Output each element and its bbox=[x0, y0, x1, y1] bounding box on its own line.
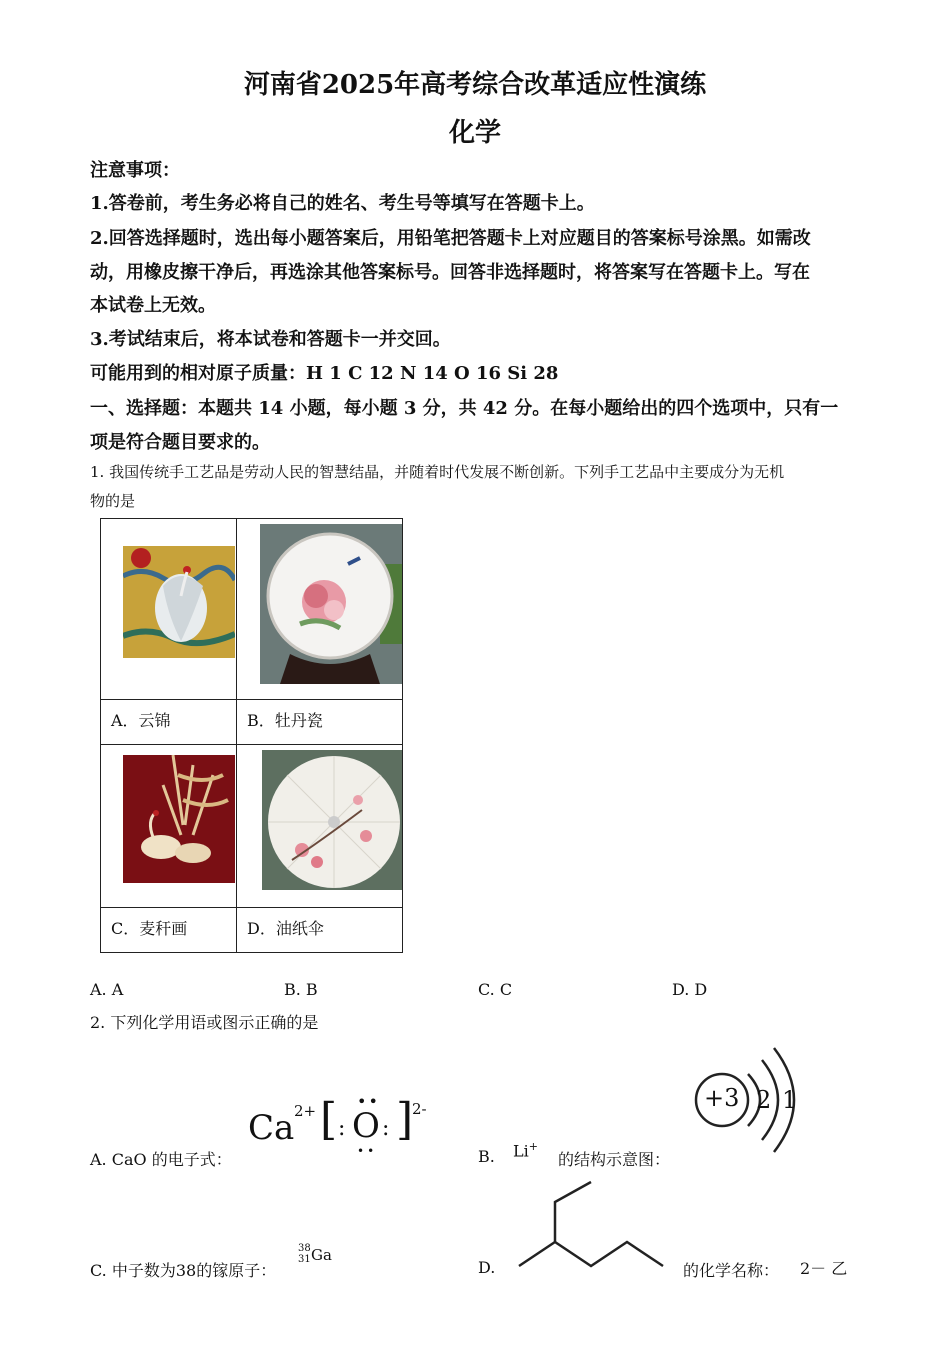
o-charge: 2- bbox=[412, 1100, 427, 1118]
section-heading-line1: 一、选择题：本题共 14 小题，每小题 3 分，共 42 分。在每小题给出的四个选项中，只有一 bbox=[90, 398, 839, 419]
section-heading-line2: 项是符合题目要求的。 bbox=[90, 432, 270, 453]
q2-d-suffix: 的化学名称： bbox=[683, 1261, 780, 1280]
cao-electron-formula bbox=[248, 1094, 438, 1158]
subject-title: 化学 bbox=[448, 118, 501, 148]
q1-option-a[interactable]: A. A bbox=[90, 980, 124, 999]
ga-mass-number: 38 bbox=[298, 1243, 311, 1254]
q2-b-suffix: 的结构示意图： bbox=[558, 1150, 671, 1169]
o-symbol: O bbox=[352, 1106, 380, 1146]
ca-symbol: Ca bbox=[248, 1108, 295, 1148]
q1-option-c[interactable]: C. C bbox=[478, 980, 513, 999]
page-title: 河南省2025年高考综合改革适应性演练 bbox=[243, 70, 707, 100]
q1-image-table bbox=[100, 518, 403, 953]
notice-item-2-line2: 动，用橡皮擦干净后，再选涂其他答案标号。回答非选择题时，将答案写在答题卡上。写在 bbox=[90, 262, 810, 283]
q2-d-name: 2－ 乙 bbox=[800, 1259, 848, 1278]
cell-d-caption: D．油纸伞 bbox=[237, 908, 403, 953]
q2-c-label: C. 中子数为38的镓原子： bbox=[90, 1261, 277, 1280]
o-right-dots: : bbox=[382, 1116, 390, 1141]
q1-stem-line2: 物的是 bbox=[90, 492, 136, 510]
q2-stem: 2. 下列化学用语或图示正确的是 bbox=[90, 1013, 319, 1032]
notice-item-2-line3: 本试卷上无效。 bbox=[90, 295, 216, 316]
notice-heading: 注意事项： bbox=[90, 160, 180, 181]
cell-c-image bbox=[101, 745, 237, 908]
o-top-dots: •• bbox=[357, 1092, 380, 1111]
left-bracket: [ bbox=[320, 1094, 338, 1145]
notice-item-1: 1.答卷前，考生务必将自己的姓名、考生号等填写在答题卡上。 bbox=[90, 193, 595, 214]
peony-porcelain-image bbox=[260, 524, 402, 684]
ca-charge: 2+ bbox=[294, 1102, 317, 1120]
cell-d-image bbox=[237, 745, 403, 908]
li-ion bbox=[513, 1140, 538, 1160]
oil-paper-umbrella-image bbox=[262, 750, 402, 890]
notice-item-2-line1: 2.回答选择题时，选出每小题答案后，用铅笔把答题卡上对应题目的答案标号涂黑。如需改 bbox=[90, 228, 811, 249]
li-symbol: Li bbox=[513, 1141, 529, 1161]
cell-c-caption: C．麦秆画 bbox=[101, 908, 237, 953]
q1-option-d[interactable]: D. D bbox=[672, 980, 708, 999]
skeletal-formula bbox=[515, 1178, 665, 1274]
cell-a-caption: A．云锦 bbox=[101, 700, 237, 745]
q2-a-label: A. CaO 的电子式： bbox=[90, 1150, 232, 1169]
ga-isotope bbox=[298, 1243, 348, 1273]
q1-option-b[interactable]: B. B bbox=[284, 980, 318, 999]
li-structure-diagram bbox=[690, 1044, 810, 1156]
shell-1-electrons: 2 bbox=[756, 1086, 772, 1114]
yunjin-crane-image bbox=[123, 546, 235, 658]
q1-stem-line1: 1. 我国传统手工艺品是劳动人民的智慧结晶，并随着时代发展不断创新。下列手工艺品中主要成分为无机 bbox=[90, 463, 785, 481]
wheat-straw-painting-image bbox=[123, 755, 235, 883]
ga-symbol: Ga bbox=[311, 1246, 332, 1264]
o-bottom-dots: •• bbox=[357, 1144, 378, 1158]
nucleus-charge: +3 bbox=[704, 1084, 740, 1112]
cell-b-image bbox=[237, 519, 403, 700]
ga-atomic-number: 31 bbox=[298, 1254, 311, 1265]
o-left-dots: : bbox=[338, 1116, 346, 1141]
cell-b-caption: B．牡丹瓷 bbox=[237, 700, 403, 745]
shell-2-electrons: 1 bbox=[782, 1086, 798, 1114]
q2-b-label: B. bbox=[478, 1147, 495, 1166]
right-bracket: ] bbox=[396, 1094, 414, 1145]
notice-item-3: 3.考试结束后，将本试卷和答题卡一并交回。 bbox=[90, 329, 451, 350]
cell-a-image bbox=[101, 519, 237, 700]
li-charge: + bbox=[528, 1140, 538, 1153]
q2-d-label: D. bbox=[478, 1258, 496, 1277]
atomic-mass-line: 可能用到的相对原子质量：H 1 C 12 N 14 O 16 Si 28 bbox=[90, 363, 559, 384]
